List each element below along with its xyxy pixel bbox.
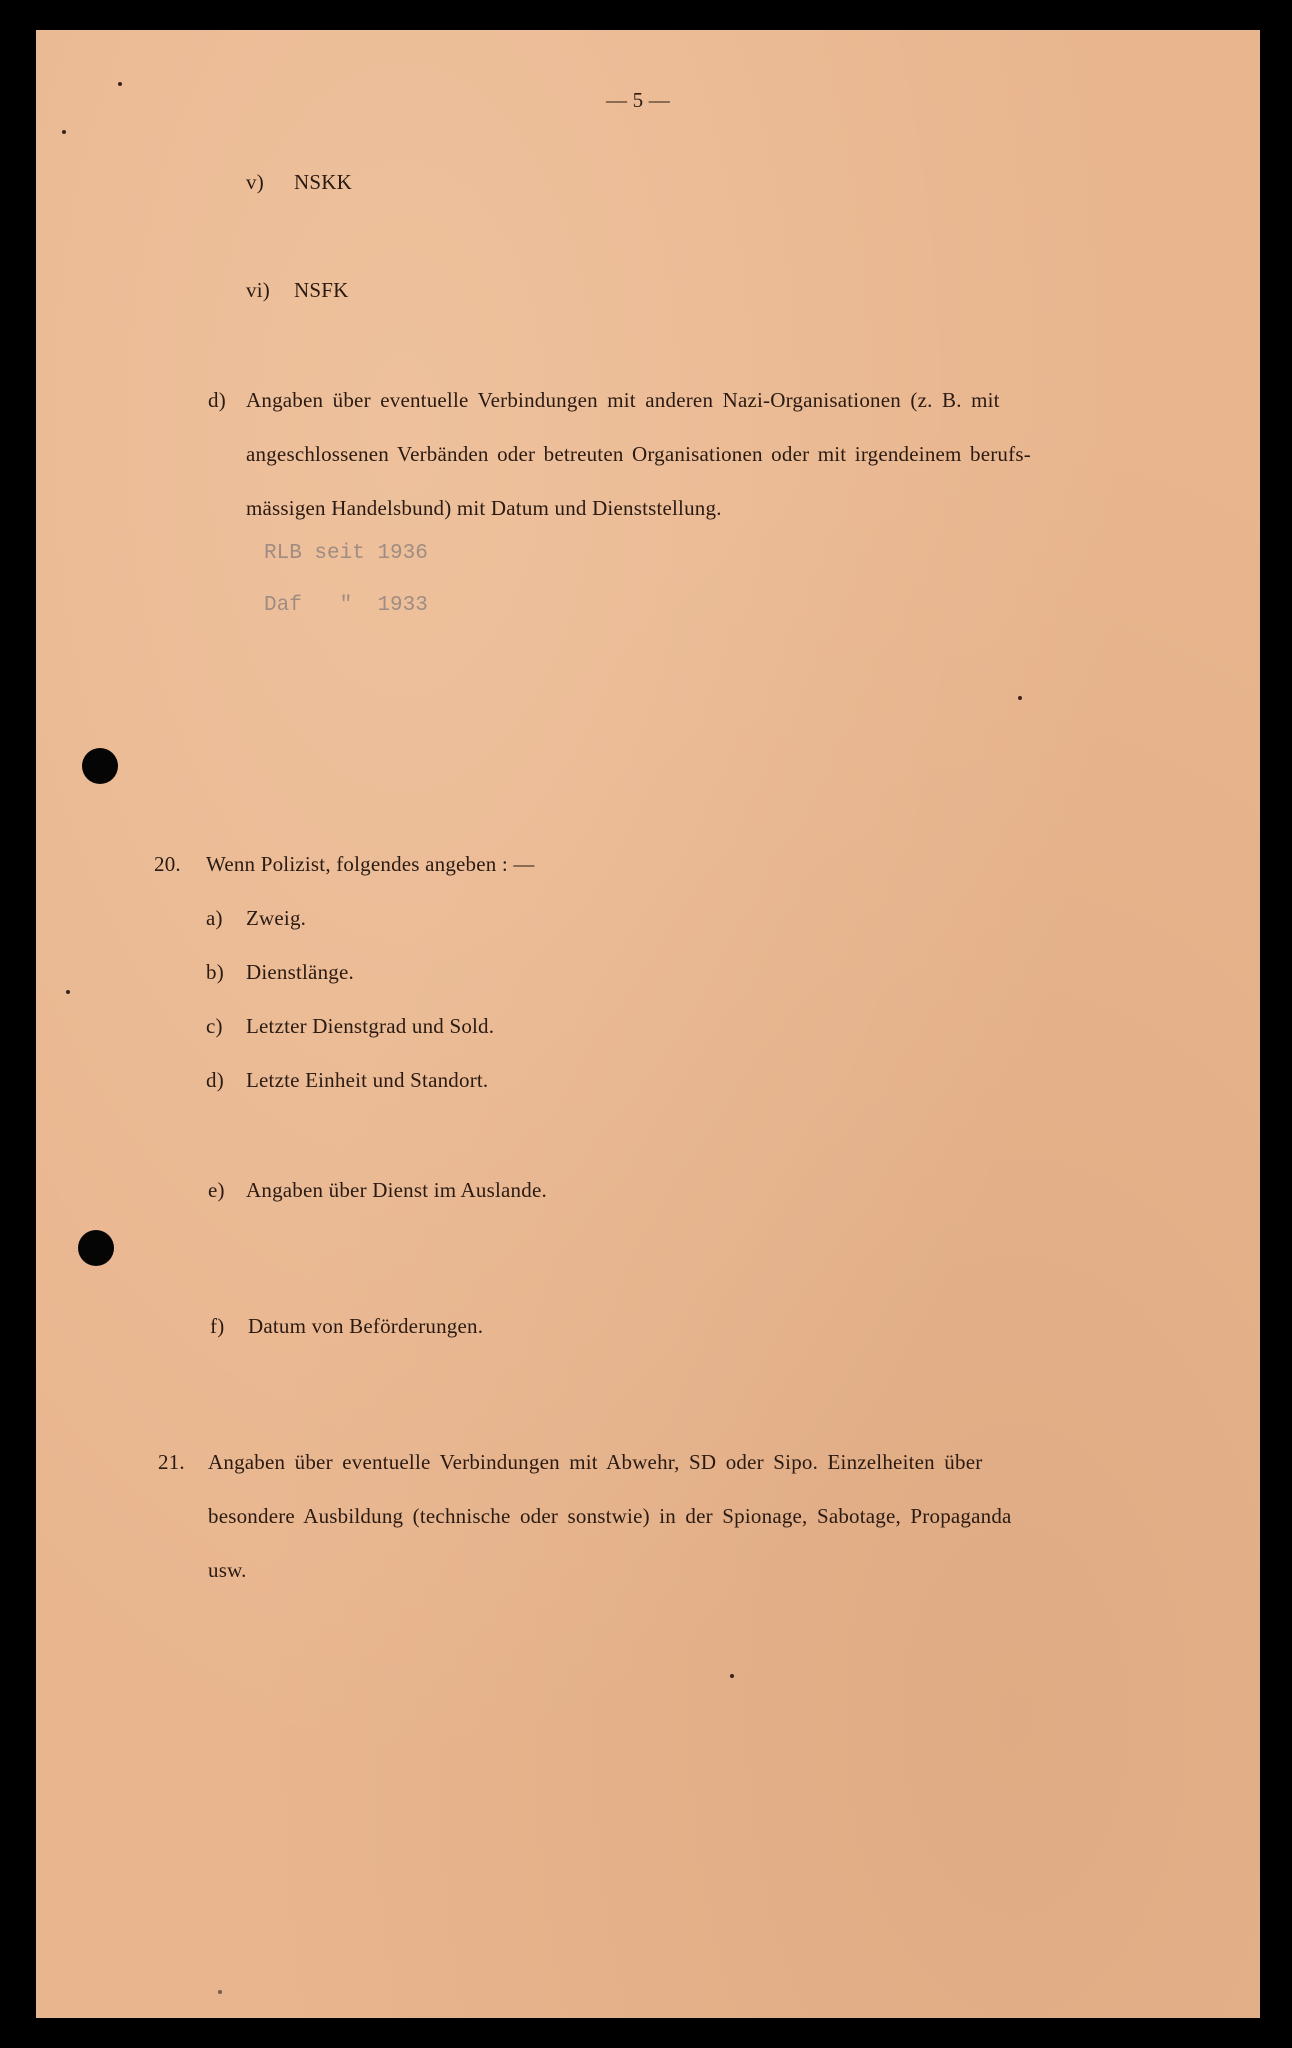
page-number: — 5 — [606,88,670,112]
q20-item-c: Letzter Dienstgrad und Sold. [246,1014,495,1038]
q20-item-marker-c: c) [206,1014,223,1038]
section-d-line-3: mässigen Handelsbund) mit Datum und Dienststellung. [246,496,722,520]
q20-item-f: Datum von Beförderungen. [248,1314,484,1338]
q20-item-marker-f: f) [210,1314,225,1338]
question-21-line-2: besondere Ausbildung (technische oder sonstwie) in der Spionage, Sabotage, Propaganda [208,1504,1012,1528]
q20-item-marker-d: d) [206,1068,224,1092]
paper-speck [66,990,70,994]
typed-answer-1-year: 1936 [377,542,428,565]
item-nsfk: NSFK [294,278,349,302]
q20-item-d: Letzte Einheit und Standort. [246,1068,489,1092]
paper-speck [218,1990,222,1994]
q20-item-a: Zweig. [246,906,307,930]
question-20-number: 20. [154,852,181,876]
typed-answer-2 [264,594,428,617]
question-21-line-3: usw. [208,1558,247,1582]
q20-item-e: Angaben über Dienst im Auslande. [246,1178,547,1202]
typed-answer-1-word: seit [314,542,365,565]
q20-item-marker-a: a) [206,906,223,930]
paper-speck [118,82,122,86]
punch-hole-upper [82,748,118,784]
typed-answer-2-year: 1933 [377,594,428,617]
typed-answer-1 [264,542,428,565]
section-d-marker: d) [208,388,226,412]
paper-speck [62,130,66,134]
section-d-line-1: Angaben über eventuelle Verbindungen mit anderen Nazi-Organisationen (z. B. mit [246,388,1000,412]
paper-speck [1018,696,1022,700]
document-page [36,30,1260,2018]
question-20-text: Wenn Polizist, folgendes angeben : — [206,852,535,876]
section-d-line-2: angeschlossenen Verbänden oder betreuten Organisationen oder mit irgendeinem berufs- [246,442,1031,466]
punch-hole-lower [78,1230,114,1266]
q20-item-marker-b: b) [206,960,224,984]
q20-item-marker-e: e) [208,1178,225,1202]
typed-answer-1-org: RLB [264,542,302,565]
question-21-line-1: Angaben über eventuelle Verbindungen mit Abwehr, SD oder Sipo. Einzelheiten über [208,1450,983,1474]
typed-answer-2-word: " [339,594,353,617]
item-marker-v: v) [246,170,264,194]
q20-item-b: Dienstlänge. [246,960,354,984]
paper-speck [730,1674,734,1678]
typed-answer-2-org: Daf [264,594,302,617]
item-nskk: NSKK [294,170,352,194]
item-marker-vi: vi) [246,278,270,302]
question-21-number: 21. [158,1450,185,1474]
